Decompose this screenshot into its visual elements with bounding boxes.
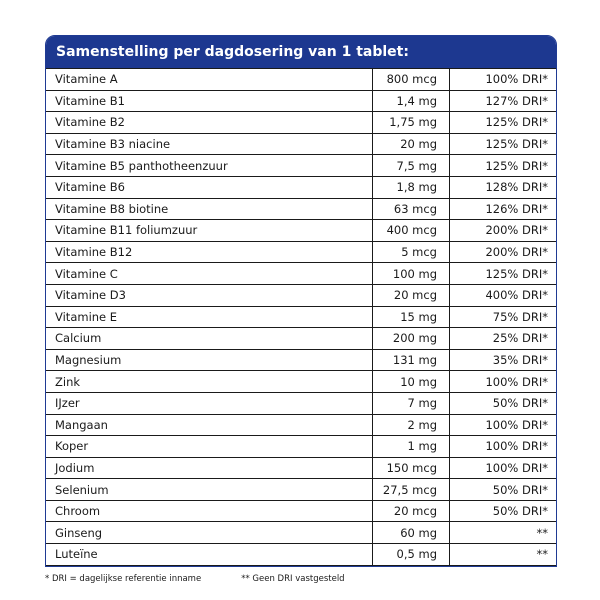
nutrient-amount: 60 mg	[373, 522, 450, 543]
table-row	[46, 111, 556, 133]
nutrient-dri: 125% DRI*	[485, 115, 548, 130]
nutrient-dri: 125% DRI*	[485, 266, 548, 281]
nutrient-amount: 800 mcg	[373, 69, 450, 90]
nutrient-name: Vitamine B8 biotine	[46, 199, 373, 220]
nutrient-dri: 100% DRI*	[485, 72, 548, 87]
nutrient-dri: 128% DRI*	[485, 180, 548, 195]
nutrient-dri: 126% DRI*	[485, 201, 548, 216]
nutrient-dri: **	[536, 547, 548, 562]
table-row	[46, 327, 556, 349]
table-row	[46, 306, 556, 328]
nutrient-name: IJzer	[46, 393, 373, 414]
nutrient-name: Vitamine B3 niacine	[46, 134, 373, 155]
nutrient-name: Jodium	[46, 458, 373, 479]
nutrient-dri: **	[536, 525, 548, 540]
nutrient-name: Vitamine B12	[46, 242, 373, 263]
table-row	[46, 284, 556, 306]
nutrient-amount: 7,5 mg	[373, 155, 450, 176]
table-row	[46, 435, 556, 457]
table-body	[46, 68, 556, 566]
table-row	[46, 457, 556, 479]
nutrient-name: Vitamine C	[46, 263, 373, 284]
nutrient-amount: 20 mcg	[373, 285, 450, 306]
nutrient-dri: 35% DRI*	[492, 353, 548, 368]
nutrient-name: Luteïne	[46, 544, 373, 565]
table-row	[46, 241, 556, 263]
table-row	[46, 133, 556, 155]
nutrient-amount: 1,4 mg	[373, 91, 450, 112]
nutrient-dri: 100% DRI*	[485, 417, 548, 432]
nutrient-amount: 400 mcg	[373, 220, 450, 241]
nutrient-amount: 5 mcg	[373, 242, 450, 263]
nutrient-dri: 200% DRI*	[485, 245, 548, 260]
table-row	[46, 90, 556, 112]
nutrient-name: Vitamine B5 panthotheenzuur	[46, 155, 373, 176]
nutrient-amount: 15 mg	[373, 307, 450, 328]
nutrient-amount: 0,5 mg	[373, 544, 450, 565]
table-row	[46, 521, 556, 543]
nutrient-amount: 7 mg	[373, 393, 450, 414]
nutrient-dri: 100% DRI*	[485, 374, 548, 389]
nutrient-amount: 1 mg	[373, 436, 450, 457]
nutrient-name: Vitamine E	[46, 307, 373, 328]
nutrient-amount: 200 mg	[373, 328, 450, 349]
nutrient-name: Mangaan	[46, 415, 373, 436]
nutrient-amount: 100 mg	[373, 263, 450, 284]
nutrient-dri: 50% DRI*	[492, 504, 548, 519]
nutrient-dri: 125% DRI*	[485, 137, 548, 152]
nutrition-table	[45, 35, 557, 567]
nutrient-amount: 20 mg	[373, 134, 450, 155]
nutrient-dri: 50% DRI*	[492, 482, 548, 497]
nutrient-name: Koper	[46, 436, 373, 457]
nutrient-amount: 1,8 mg	[373, 177, 450, 198]
nutrient-name: Vitamine A	[46, 69, 373, 90]
nutrient-amount: 10 mg	[373, 371, 450, 392]
nutrient-amount: 131 mg	[373, 350, 450, 371]
table-row	[46, 154, 556, 176]
nutrient-amount: 27,5 mcg	[373, 479, 450, 500]
nutrient-amount: 1,75 mg	[373, 112, 450, 133]
nutrient-dri: 400% DRI*	[485, 288, 548, 303]
table-row	[46, 500, 556, 522]
nutrient-dri: 100% DRI*	[485, 460, 548, 475]
table-row	[46, 478, 556, 500]
nutrient-dri: 200% DRI*	[485, 223, 548, 238]
table-row	[46, 543, 556, 565]
table-row	[46, 219, 556, 241]
footnote-no-dri: ** Geen DRI vastgesteld	[241, 574, 345, 584]
nutrient-name: Calcium	[46, 328, 373, 349]
table-row	[46, 414, 556, 436]
nutrient-name: Chroom	[46, 501, 373, 522]
nutrient-name: Selenium	[46, 479, 373, 500]
table-row	[46, 262, 556, 284]
nutrient-dri: 127% DRI*	[485, 93, 548, 108]
table-title: Samenstelling per dagdosering van 1 tablet:	[46, 36, 556, 68]
nutrient-amount: 20 mcg	[373, 501, 450, 522]
footnote-dri: * DRI = dagelijkse referentie inname	[45, 574, 202, 584]
nutrient-dri: 125% DRI*	[485, 158, 548, 173]
nutrient-dri: 100% DRI*	[485, 439, 548, 454]
table-row	[46, 349, 556, 371]
nutrient-name: Ginseng	[46, 522, 373, 543]
nutrient-amount: 2 mg	[373, 415, 450, 436]
nutrient-name: Vitamine B11 foliumzuur	[46, 220, 373, 241]
nutrient-name: Vitamine B1	[46, 91, 373, 112]
table-row	[46, 68, 556, 90]
nutrient-name: Vitamine B2	[46, 112, 373, 133]
footnotes	[45, 574, 345, 584]
nutrient-dri: 50% DRI*	[492, 396, 548, 411]
nutrient-amount: 150 mcg	[373, 458, 450, 479]
nutrient-dri: 25% DRI*	[492, 331, 548, 346]
table-row	[46, 176, 556, 198]
nutrient-dri: 75% DRI*	[492, 309, 548, 324]
nutrient-name: Magnesium	[46, 350, 373, 371]
nutrient-amount: 63 mcg	[373, 199, 450, 220]
table-row	[46, 370, 556, 392]
table-row	[46, 392, 556, 414]
nutrient-name: Vitamine B6	[46, 177, 373, 198]
nutrient-name: Zink	[46, 371, 373, 392]
table-row	[46, 198, 556, 220]
nutrient-name: Vitamine D3	[46, 285, 373, 306]
